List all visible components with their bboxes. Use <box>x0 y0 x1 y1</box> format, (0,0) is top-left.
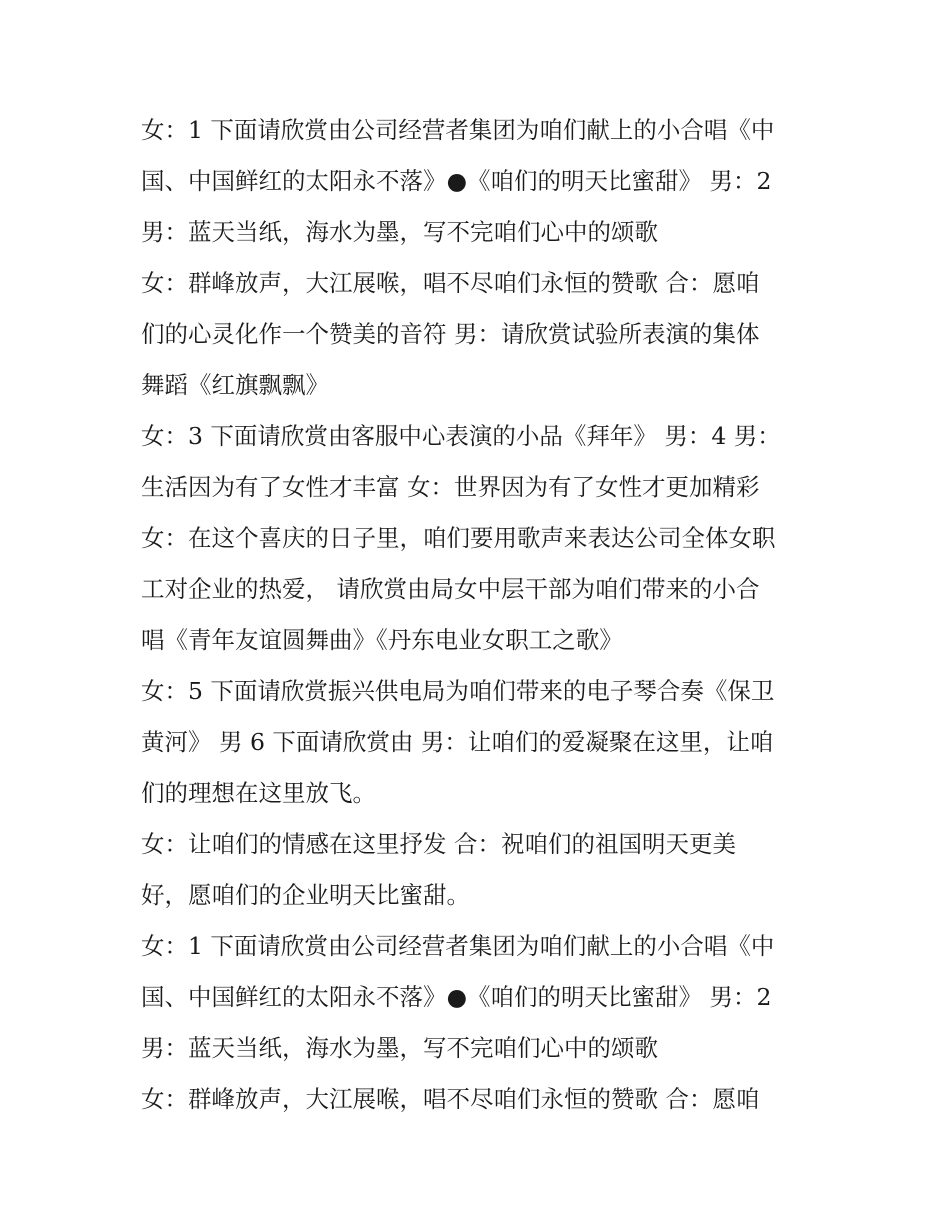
text-line: 国、中国鲜红的太阳永不落》●《咱们的明天比蜜甜》 男：2 <box>141 167 772 195</box>
text-line: 女：在这个喜庆的日子里，咱们要用歌声来表达公司全体女职 <box>141 524 776 552</box>
text-line: 女：5 下面请欣赏振兴供电局为咱们带来的电子琴合奏《保卫 <box>141 677 775 705</box>
text-line: 们的心灵化作一个赞美的音符 男：请欣赏试验所表演的集体 <box>141 320 760 348</box>
text-line: 唱《青年友谊圆舞曲》《丹东电业女职工之歌》 <box>141 626 623 654</box>
text-line: 女：让咱们的情感在这里抒发 合：祝咱们的祖国明天更美 <box>141 830 736 858</box>
text-line: 国、中国鲜红的太阳永不落》●《咱们的明天比蜜甜》 男：2 <box>141 983 772 1011</box>
text-line: 舞蹈《红旗飘飘》 <box>141 371 329 399</box>
text-line: 男：蓝天当纸，海水为墨，写不完咱们心中的颂歌 <box>141 218 658 246</box>
text-line: 男：蓝天当纸，海水为墨，写不完咱们心中的颂歌 <box>141 1034 658 1062</box>
text-line: 女：群峰放声，大江展喉，唱不尽咱们永恒的赞歌 合：愿咱 <box>141 1085 760 1113</box>
text-line: 女：1 下面请欣赏由公司经营者集团为咱们献上的小合唱《中 <box>141 932 775 960</box>
text-line: 工对企业的热爱， 请欣赏由局女中层干部为咱们带来的小合 <box>141 575 760 603</box>
text-line: 好，愿咱们的企业明天比蜜甜。 <box>141 881 470 909</box>
text-line: 女：3 下面请欣赏由客服中心表演的小品《拜年》 男：4 男： <box>141 422 781 450</box>
document-body <box>141 105 821 1125</box>
text-line: 生活因为有了女性才丰富 女：世界因为有了女性才更加精彩 <box>141 473 760 501</box>
text-line: 女：1 下面请欣赏由公司经营者集团为咱们献上的小合唱《中 <box>141 116 775 144</box>
text-line: 们的理想在这里放飞。 <box>141 779 376 807</box>
text-line: 女：群峰放声，大江展喉，唱不尽咱们永恒的赞歌 合：愿咱 <box>141 269 760 297</box>
text-line: 黄河》 男 6 下面请欣赏由 男：让咱们的爱凝聚在这里，让咱 <box>141 728 774 756</box>
